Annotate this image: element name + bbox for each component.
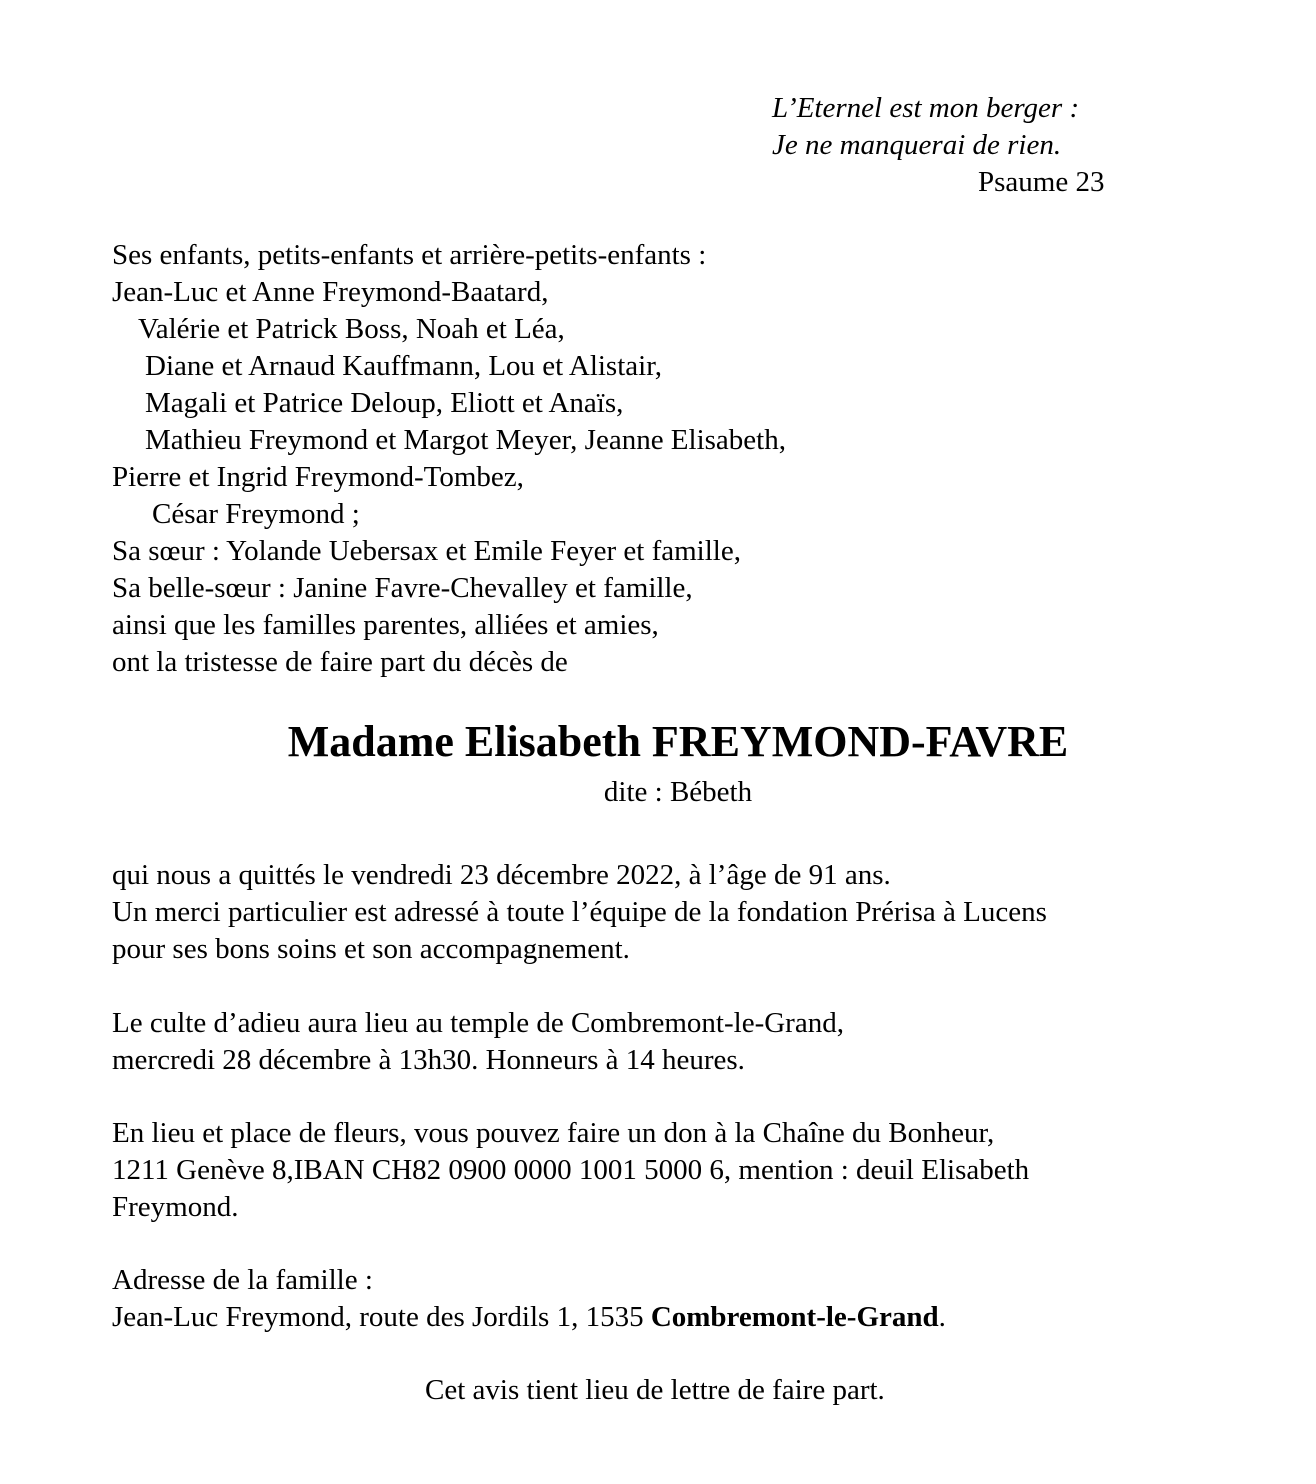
- psalm-line-1: L’Eternel est mon berger :: [772, 92, 1080, 124]
- deceased-nickname: dite : Bébeth: [603, 776, 753, 808]
- details-line-3: pour ses bons soins et son accompagnement.: [112, 933, 630, 965]
- family-line: ainsi que les familles parentes, alliées et amies,: [112, 609, 659, 641]
- address-street: Jean-Luc Freymond, route des Jordils 1, 1535: [112, 1301, 651, 1333]
- family-line: Mathieu Freymond et Margot Meyer, Jeanne Elisabeth,: [145, 424, 786, 456]
- family-intro: Ses enfants, petits-enfants et arrière-petits-enfants :: [112, 239, 707, 271]
- address-label: Adresse de la famille :: [112, 1264, 373, 1296]
- address-suffix: .: [938, 1301, 946, 1333]
- family-line: Magali et Patrice Deloup, Eliott et Anaïs,: [145, 387, 624, 419]
- donation-line-1: En lieu et place de fleurs, vous pouvez faire un don à la Chaîne du Bonheur,: [112, 1117, 995, 1149]
- family-line: César Freymond ;: [152, 498, 360, 530]
- family-line: Jean-Luc et Anne Freymond-Baatard,: [112, 276, 549, 308]
- address-town: Combremont-le-Grand: [650, 1301, 939, 1333]
- family-line: Sa belle-sœur : Janine Favre-Chevalley et famille,: [112, 572, 693, 604]
- psalm-reference: Psaume 23: [978, 166, 1105, 198]
- address-line: [112, 1303, 946, 1332]
- family-line: Diane et Arnaud Kauffmann, Lou et Alistair,: [145, 350, 662, 382]
- donation-line-2: 1211 Genève 8,IBAN CH82 0900 0000 1001 5000 6, mention : deuil Elisabeth: [112, 1154, 1030, 1186]
- donation-line-3: Freymond.: [112, 1191, 239, 1223]
- psalm-line-2: Je ne manquerai de rien.: [772, 129, 1062, 161]
- family-line: Pierre et Ingrid Freymond-Tombez,: [112, 461, 524, 493]
- deceased-name: Madame Elisabeth FREYMOND-FAVRE: [287, 717, 1069, 766]
- closing-note: Cet avis tient lieu de lettre de faire part.: [425, 1374, 885, 1406]
- family-line: ont la tristesse de faire part du décès de: [112, 646, 568, 678]
- family-line: Sa sœur : Yolande Uebersax et Emile Feyer et famille,: [112, 535, 741, 567]
- ceremony-line-2: mercredi 28 décembre à 13h30. Honneurs à 14 heures.: [112, 1044, 745, 1076]
- family-line: Valérie et Patrick Boss, Noah et Léa,: [138, 313, 565, 345]
- ceremony-line-1: Le culte d’adieu aura lieu au temple de Combremont-le-Grand,: [112, 1007, 844, 1039]
- details-line-2: Un merci particulier est adressé à toute l’équipe de la fondation Prérisa à Lucens: [112, 896, 1047, 928]
- details-line-1: qui nous a quittés le vendredi 23 décembre 2022, à l’âge de 91 ans.: [112, 859, 891, 891]
